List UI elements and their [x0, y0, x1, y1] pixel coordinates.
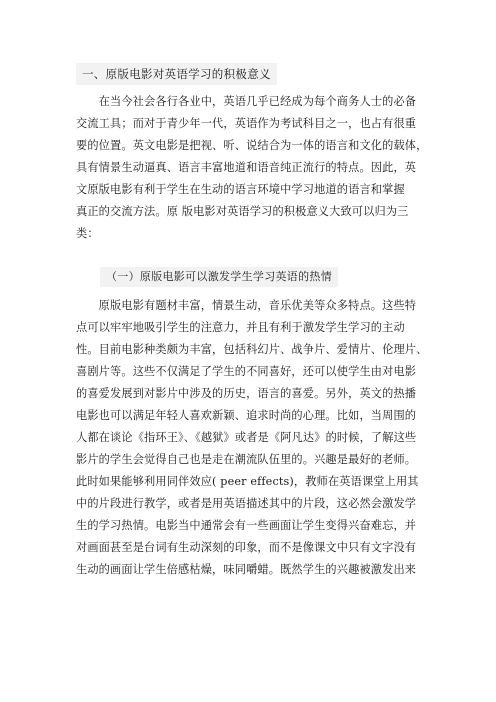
subsection-title: （一）原版电影可以激发学生学习英语的热情	[100, 267, 338, 287]
text-line: 电影也可以满足年轻人喜欢新颖、追求时尚的心理。比如，当周围的	[76, 409, 417, 422]
text-line: 原版电影有题材丰富，情景生动，音乐优美等众多特点。这些特	[76, 299, 417, 312]
text-line: 在当今社会各行各业中，英语几乎已经成为每个商务人士的必备	[76, 95, 417, 108]
text-line: 中的片段进行教学，或者是用英语描述其中的片段，这必然会激发学	[76, 497, 417, 510]
text-line: 喜剧片等。这些不仅满足了学生的不同喜好，还可以使学生由对电影	[76, 365, 417, 378]
text-line: 点可以牢牢地吸引学生的注意力，并且有利于激发学生学习的主动	[76, 321, 405, 334]
text-line: 文原版电影有利于学生在生动的语言环境中学习地道的语言和掌握	[76, 183, 405, 196]
body-paragraph	[76, 295, 428, 581]
text-line: 的喜爱发展到对影片中涉及的历史，语言的喜爱。另外，英文的热播	[76, 387, 417, 400]
text-line: 对画面甚至是台词有生动深刻的印象，而不是像课文中只有文字没有	[76, 541, 417, 554]
text-line: 性。目前电影种类颇为丰富，包括科幻片、战争片、爱情片、伦理片、	[76, 343, 428, 356]
text-line: 具有情景生动逼真、语言丰富地道和语音纯正流行的特点。因此，英	[76, 161, 417, 174]
text-line: 要的位置。英文电影是把视、听、说结合为一体的语言和文化的载体，	[76, 139, 428, 152]
text-line: 交流工具；而对于青少年一代，英语作为考试科目之一，也占有很重	[76, 117, 417, 130]
text-line: 真正的交流方法。原 版电影对英语学习的积极意义大致可以归为三	[76, 205, 409, 218]
text-line: 生的学习热情。电影当中通常会有一些画面让学生变得兴奋难忘，并	[76, 519, 417, 532]
text-line: 影片的学生会觉得自己也是走在潮流队伍里的。兴趣是最好的老师。	[76, 453, 417, 466]
intro-paragraph	[76, 91, 428, 245]
text-line: 此时如果能够利用同伴效应( peer effects)，教师在英语课堂上用其	[76, 475, 419, 488]
text-line: 生动的画面让学生倍感枯燥，味同嚼蜡。既然学生的兴趣被激发出来	[76, 563, 417, 576]
text-line: 类：	[76, 227, 99, 240]
text-line: 人都在谈论《指环王》、《越狱》或者是《阿凡达》的时候，了解这些	[76, 431, 417, 444]
section-title: 一、原版电影对英语学习的积极意义	[76, 63, 277, 85]
